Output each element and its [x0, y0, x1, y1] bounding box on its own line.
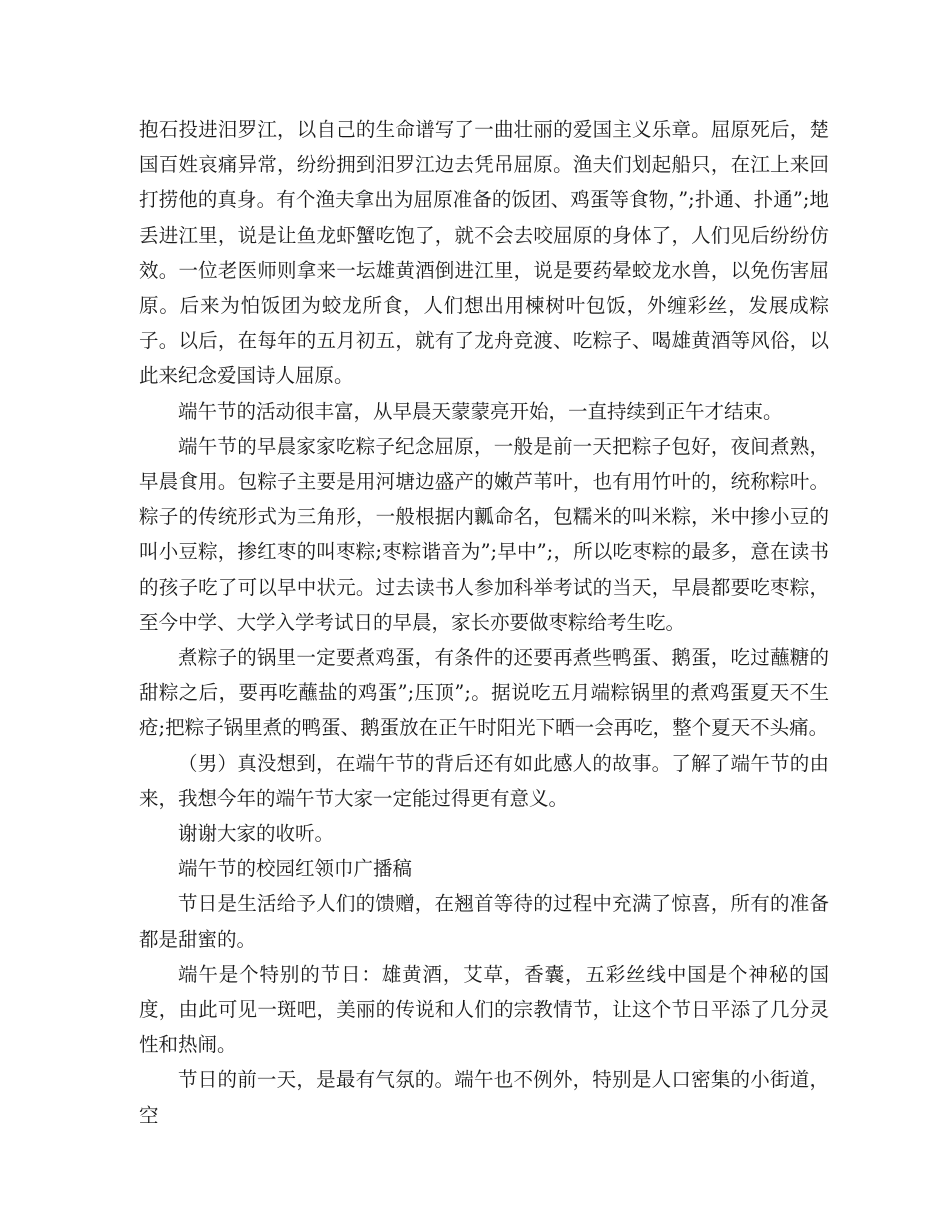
paragraph-qu-yuan-legend: 抱石投进汨罗江，以自己的生命谱写了一曲壮丽的爱国主义乐章。屈原死后，楚国百姓哀痛异常，纷纷拥到汨罗江边去凭吊屈原。渔夫们划起船只，在江上来回打捞他的真身。有个渔夫拿出为屈原准备的饭团、鸡蛋等食物，”;扑通、扑通”;地丢进江里，说是让鱼龙虾蟹吃饱了，就不会去咬屈原的身体了，人们见后纷纷仿效。一位老医师则拿来一坛雄黄酒倒进江里，说是要药晕蛟龙水兽，以免伤害屈原。后来为怕饭团为蛟龙所食，人们想出用楝树叶包饭，外缠彩丝，发展成粽子。以后，在每年的五月初五，就有了龙舟竞渡、吃粽子、喝雄黄酒等风俗，以此来纪念爱国诗人屈原。: [139, 118, 830, 388]
paragraph-festival-gift: 节日是生活给予人们的馈赠，在翘首等待的过程中充满了惊喜，所有的准备都是甜蜜的。: [139, 892, 829, 951]
paragraph-festival-activities: 端午节的活动很丰富，从早晨天蒙蒙亮开始，一直持续到正午才结束。: [178, 399, 783, 423]
paragraph-boiled-eggs: 煮粽子的锅里一定要煮鸡蛋，有条件的还要再煮些鸭蛋、鹅蛋，吃过蘸糖的甜粽之后，要再吃蘸盐的鸡蛋”;压顶”;。据说吃五月端粽锅里的煮鸡蛋夏天不生疮;把粽子锅里煮的鸭蛋、鹅蛋放在正午时阳光下晒一会再吃，整个夏天不头痛。: [139, 646, 829, 740]
paragraph-day-before: 节日的前一天，是最有气氛的。端午也不例外，特别是人口密集的小街道，空: [139, 1068, 829, 1127]
paragraph-special-festival: 端午是个特别的节日：雄黄酒，艾草，香囊，五彩丝线中国是个神秘的国度，由此可见一斑吧，美丽的传说和人们的宗教情节，让这个节日平添了几分灵性和热闹。: [139, 962, 829, 1057]
paragraph-section-title: 端午节的校园红领巾广播稿: [178, 857, 413, 881]
paragraph-male-host: （男）真没想到，在端午节的背后还有如此感人的故事。了解了端午节的由来，我想今年的端午节大家一定能过得更有意义。: [139, 751, 829, 810]
paragraph-thanks: 谢谢大家的收听。: [178, 822, 335, 846]
paragraph-zongzi-morning: 端午节的早晨家家吃粽子纪念屈原，一般是前一天把粽子包好，夜间煮熟，早晨食用。包粽子主要是用河塘边盛产的嫩芦苇叶，也有用竹叶的，统称粽叶。粽子的传统形式为三角形，一般根据内瓤命名，包糯米的叫米粽，米中掺小豆的叫小豆粽，掺红枣的叫枣粽;枣粽谐音为”;早中”;，所以吃枣粽的最多，意在读书的孩子吃了可以早中状元。过去读书人参加科举考试的当天，早晨都要吃枣粽，至今中学、大学入学考试日的早晨，家长亦要做枣粽给考生吃。: [139, 434, 829, 634]
document-body: [139, 112, 829, 1133]
